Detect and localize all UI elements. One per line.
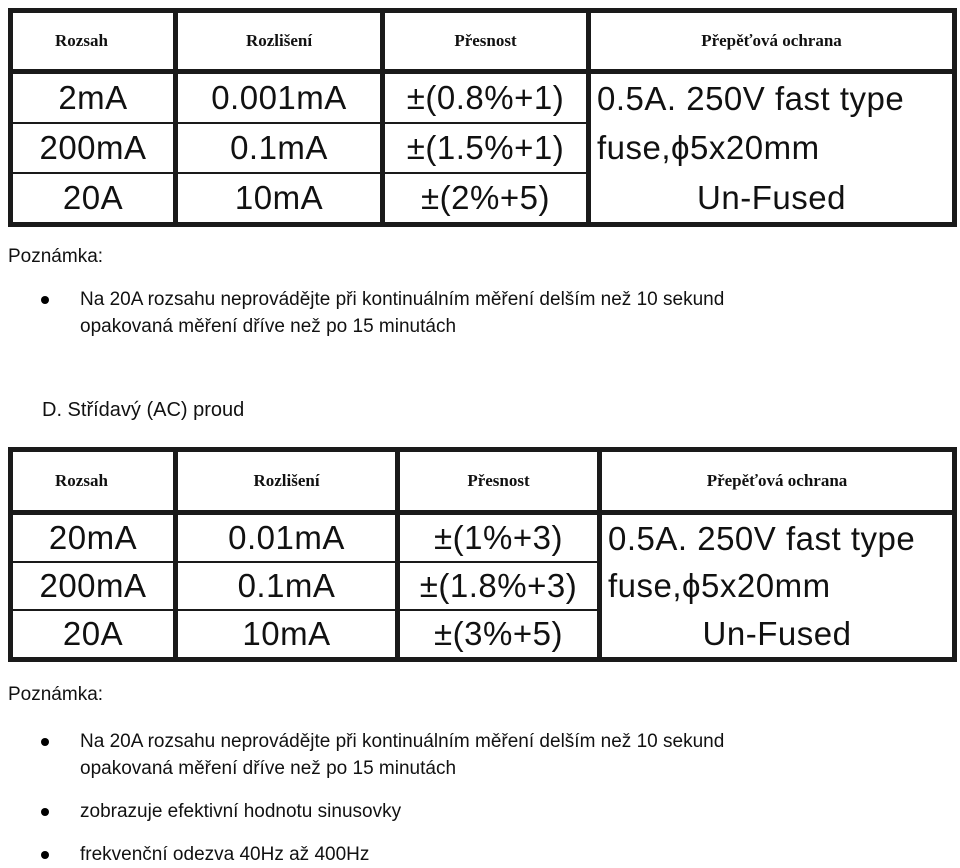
ac-note-list — [0, 728, 960, 868]
list-item — [0, 798, 960, 825]
cell-range: 2mA — [11, 72, 176, 124]
cell-accuracy: ±(1%+3) — [398, 513, 600, 563]
dc-note-label: Poznámka: — [8, 246, 104, 267]
cell-resolution: 10mA — [176, 610, 398, 660]
table-row — [11, 123, 955, 173]
cell-accuracy: ±(1.8%+3) — [398, 562, 600, 610]
cell-range: 20mA — [11, 513, 176, 563]
section-heading: D. Střídavý (AC) proud — [42, 399, 245, 421]
cell-accuracy: ±(1.5%+1) — [383, 123, 589, 173]
header-protection: Přepěťová ochrana — [600, 450, 955, 513]
table-row — [11, 173, 955, 225]
bullet-icon — [41, 296, 49, 304]
cell-protection-fused-line1: 0.5A. 250V fast type — [589, 72, 955, 124]
header-accuracy: Přesnost — [383, 11, 589, 72]
cell-range: 200mA — [11, 562, 176, 610]
cell-resolution: 0.001mA — [176, 72, 383, 124]
bullet-icon — [41, 851, 49, 859]
list-item — [0, 841, 960, 868]
cell-resolution: 10mA — [176, 173, 383, 225]
dc-current-spec-table — [8, 8, 957, 227]
cell-resolution: 0.1mA — [176, 123, 383, 173]
header-range: Rozsah — [11, 450, 176, 513]
cell-accuracy: ±(2%+5) — [383, 173, 589, 225]
table-row — [11, 72, 955, 124]
table-header-row — [11, 450, 955, 513]
dc-note-list — [0, 286, 960, 340]
cell-accuracy: ±(0.8%+1) — [383, 72, 589, 124]
list-item — [0, 286, 960, 340]
cell-protection-fused-line1: 0.5A. 250V fast type — [600, 513, 955, 563]
cell-resolution: 0.01mA — [176, 513, 398, 563]
cell-protection-unfused: Un-Fused — [600, 610, 955, 660]
header-resolution: Rozlišení — [176, 450, 398, 513]
note-text-line1: zobrazuje efektivní hodnotu sinusovky — [80, 801, 402, 822]
cell-range: 200mA — [11, 123, 176, 173]
cell-resolution: 0.1mA — [176, 562, 398, 610]
header-resolution: Rozlišení — [176, 11, 383, 72]
cell-accuracy: ±(3%+5) — [398, 610, 600, 660]
cell-protection-unfused: Un-Fused — [589, 173, 955, 225]
table-row — [11, 610, 955, 660]
bullet-icon — [41, 808, 49, 816]
table-row — [11, 513, 955, 563]
ac-current-spec-table — [8, 447, 957, 662]
cell-range: 20A — [11, 610, 176, 660]
note-text-line1: Na 20A rozsahu neprovádějte při kontinuálním měření delším než 10 sekund — [80, 731, 725, 752]
header-protection: Přepěťová ochrana — [589, 11, 955, 72]
list-item — [0, 728, 960, 782]
note-text-line1: Na 20A rozsahu neprovádějte při kontinuálním měření delším než 10 sekund — [80, 289, 725, 310]
table-header-row — [11, 11, 955, 72]
header-accuracy: Přesnost — [398, 450, 600, 513]
bullet-icon — [41, 738, 49, 746]
note-text-line2: opakovaná měření dříve než po 15 minutách — [80, 758, 457, 779]
cell-protection-fused-line2: fuse,ϕ5x20mm — [600, 562, 955, 610]
cell-range: 20A — [11, 173, 176, 225]
table-row — [11, 562, 955, 610]
cell-protection-fused-line2: fuse,ϕ5x20mm — [589, 123, 955, 173]
header-range: Rozsah — [11, 11, 176, 72]
note-text-line2: opakovaná měření dříve než po 15 minutách — [80, 316, 457, 337]
ac-note-label: Poznámka: — [8, 684, 104, 705]
note-text-line1: frekvenční odezva 40Hz až 400Hz — [80, 844, 370, 865]
